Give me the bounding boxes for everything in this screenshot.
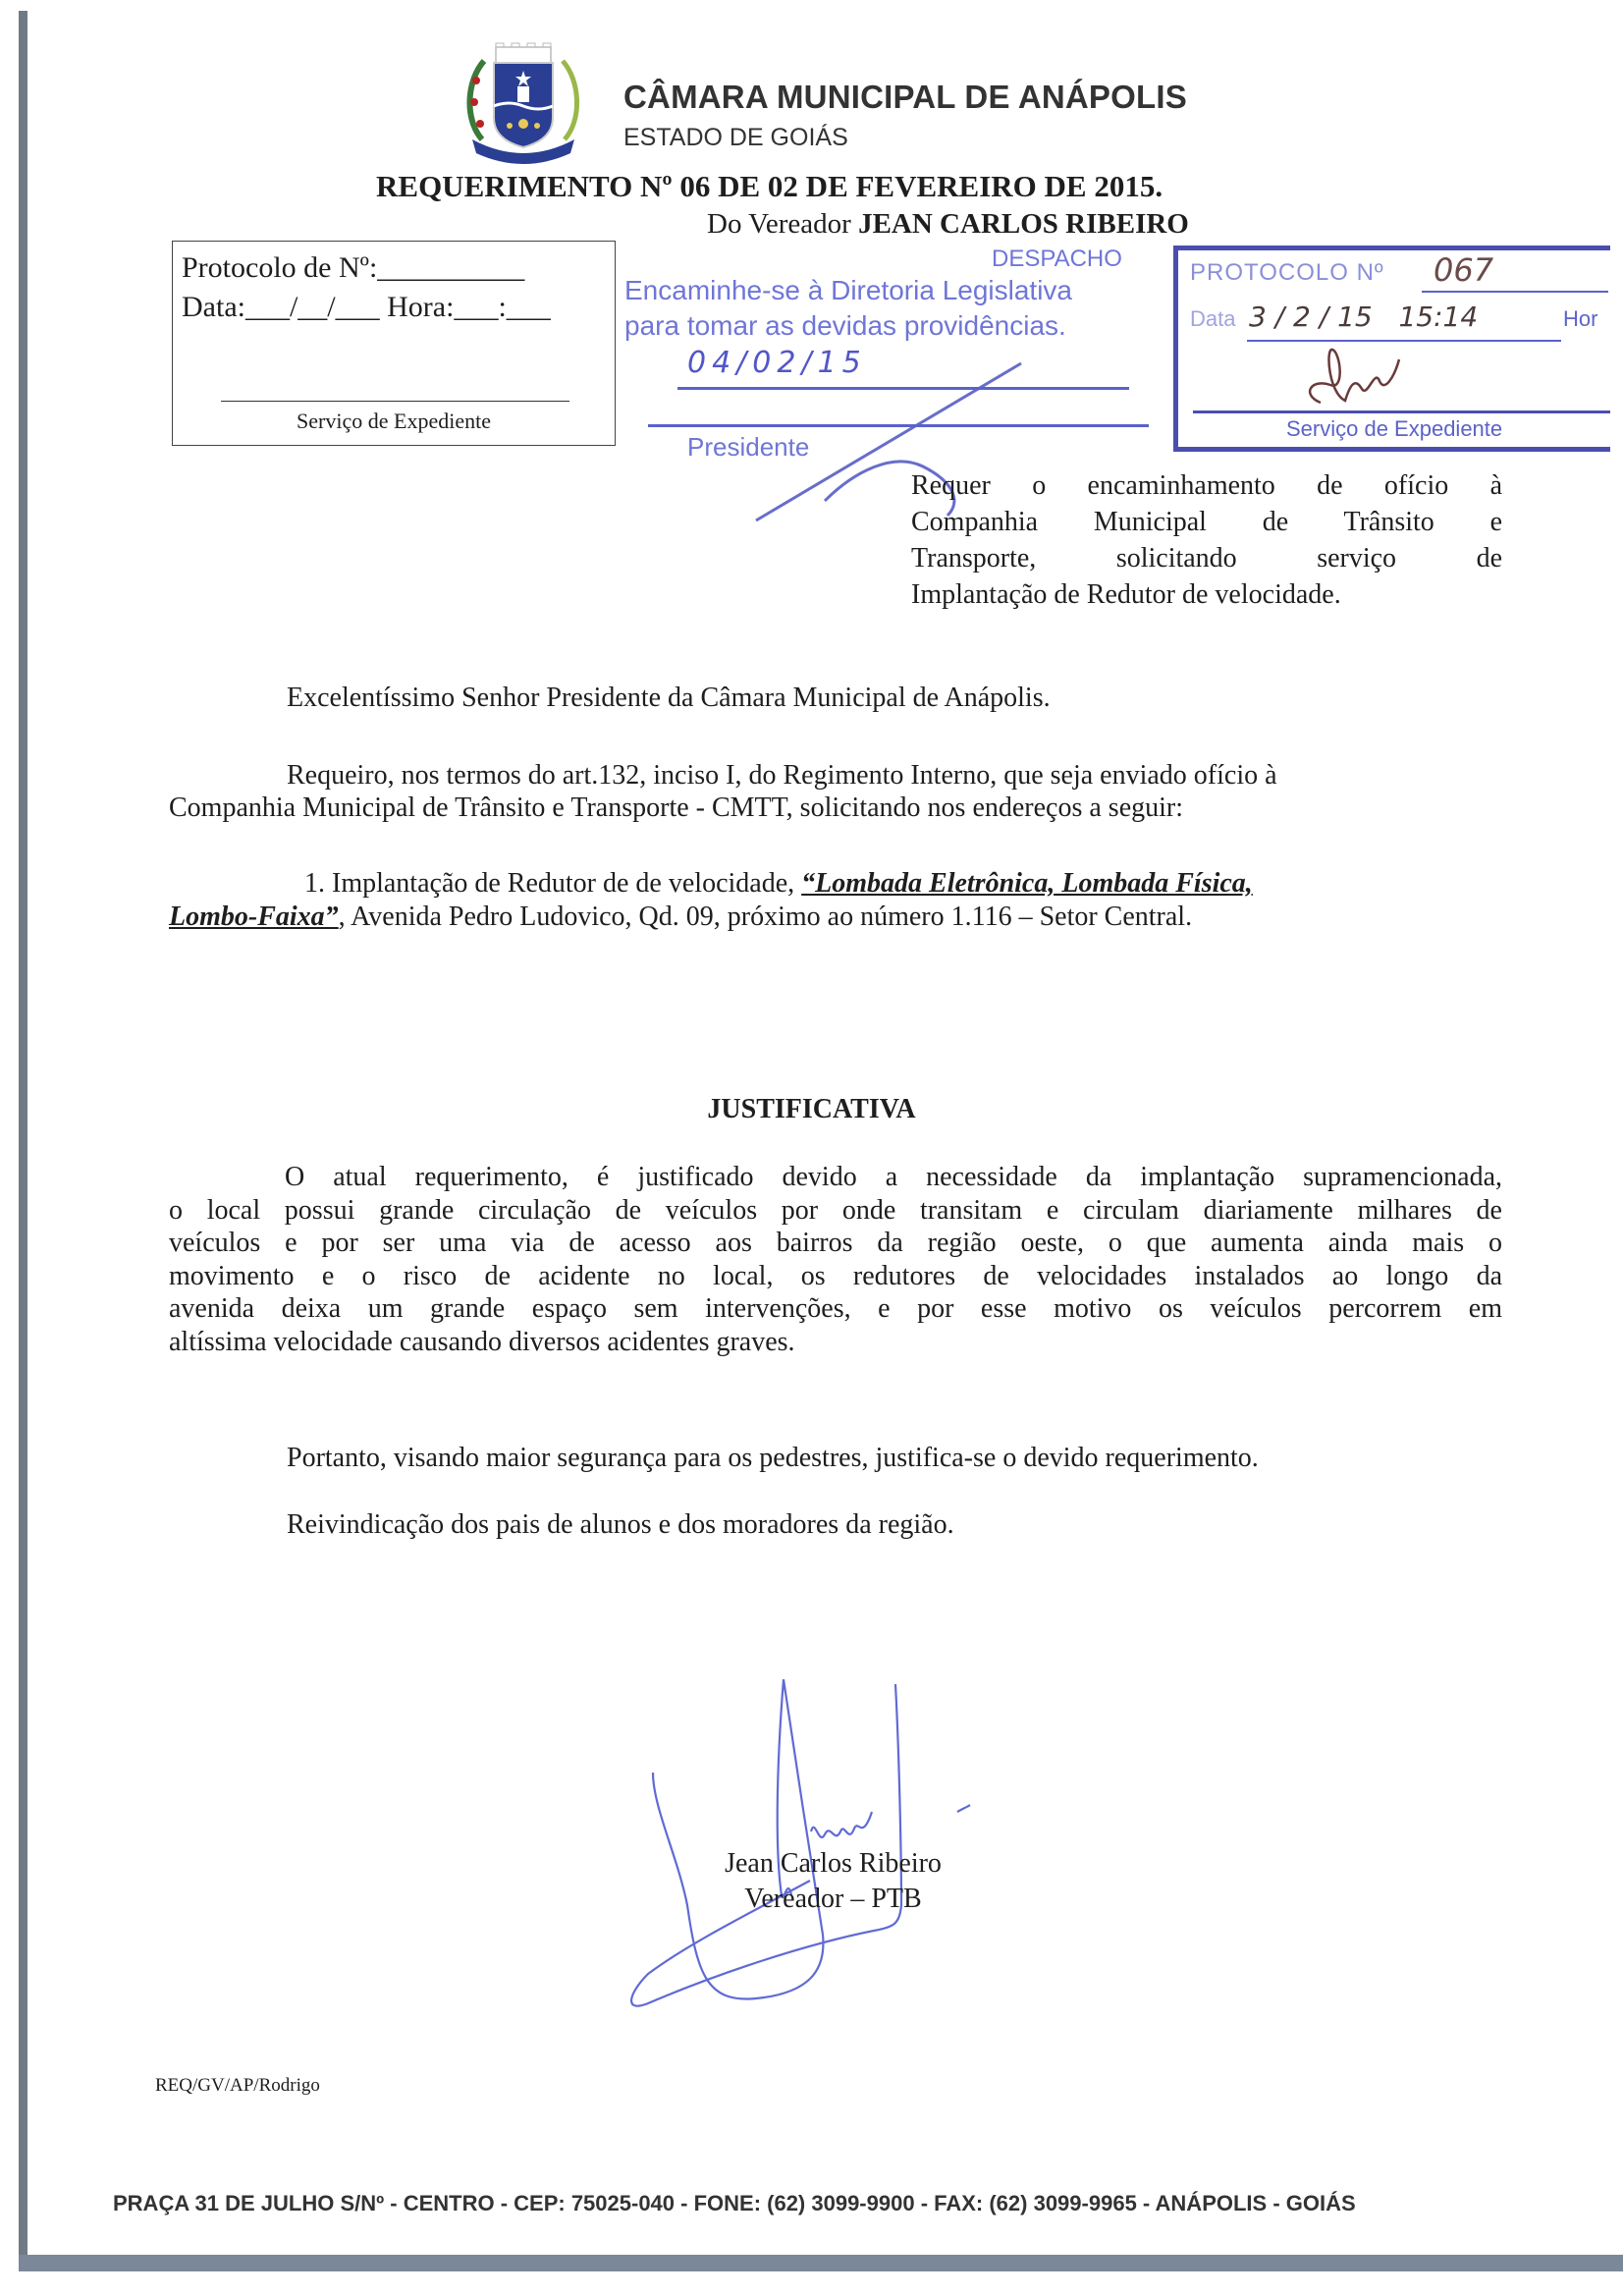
justification-line: avenida deixa um grande espaço sem intervenções, e por esse motivo os veículos percorrem em [169, 1293, 1502, 1324]
rice-branch-icon [563, 61, 577, 139]
request-item-line1 [304, 867, 1253, 900]
request-item-line2 [169, 901, 1192, 933]
despacho-date-line [677, 387, 1129, 390]
protocol-stamp-date-time [1249, 301, 1478, 333]
document-reference: REQ/GV/AP/Rodrigo [155, 2075, 320, 2096]
footer-address: PRAÇA 31 DE JULHO S/Nº - CENTRO - CEP: 75025-040 - FONE: (62) 3099-9900 - FAX: (62) 3099-9965 - ANÁPOLIS - GOIÁS [113, 2191, 1356, 2215]
coat-of-arms-logo [455, 41, 592, 179]
protocol-stamp-label: PROTOCOLO Nº [1190, 259, 1384, 286]
protocol-stamp-date: 3 / 2 / 15 [1249, 301, 1373, 333]
justification-note: Reivindicação dos pais de alunos e dos moradores da região. [287, 1509, 954, 1540]
justification-line: O atual requerimento, é justificado devido a necessidade da implantação supramencionada, [285, 1162, 1502, 1192]
protocol-stamp-date-label: Data [1190, 306, 1236, 331]
justification-line: veículos e por ser uma via de acesso aos bairros da região oeste, o que aumenta ainda mais o [169, 1228, 1502, 1258]
protocol-stamp-time: 15:14 [1398, 301, 1479, 333]
despacho-stamp-line2: para tomar as devidas providências. [624, 310, 1066, 341]
author-name: JEAN CARLOS RIBEIRO [858, 208, 1189, 240]
item-highlight: “Lombada Eletrônica, Lombada Física, [801, 868, 1253, 899]
protocol-stamp-footer: Serviço de Expediente [1286, 416, 1503, 441]
protocol-number-underline [1422, 291, 1608, 293]
request-paragraph-line1: Requeiro, nos termos do art.132, inciso I, do Regimento Interno, que seja enviado ofício à [287, 760, 1277, 791]
despacho-stamp-line1: Encaminhe-se à Diretoria Legislativa [624, 275, 1072, 305]
document-title: REQUERIMENTO Nº 06 DE 02 DE FEVEREIRO DE 2015. [376, 169, 1163, 203]
protocol-signature-line [221, 401, 569, 402]
summary-line: Requer o encaminhamento de ofício à [911, 470, 1502, 501]
item-prefix: 1. Implantação de Redutor de de velocidade, [304, 868, 802, 899]
protocol-stamp-time-label: Hor [1563, 306, 1598, 331]
despacho-handwritten-date: 04/02/15 [687, 346, 867, 380]
signatory-name [0, 1848, 1623, 1880]
protocol-stamp-signature-line [1193, 410, 1610, 413]
scan-edge-bottom [19, 2255, 1623, 2271]
signatory-name-text: Jean Carlos Ribeiro [725, 1848, 942, 1879]
protocol-box-footer: Serviço de Expediente [297, 409, 491, 433]
salutation: Excelentíssimo Senhor Presidente da Câmara Municipal de Anápolis. [287, 683, 1051, 713]
signatory-role [0, 1884, 1623, 1915]
justification-title: JUSTIFICATIVA [707, 1094, 916, 1124]
author-prefix: Do Vereador [707, 208, 851, 240]
despacho-signature-line [648, 424, 1149, 427]
protocol-date-time-field: Data:___/__/___ Hora:___:___ [182, 291, 551, 323]
despacho-signer: Presidente [687, 432, 810, 462]
justification-paragraph [169, 1161, 1502, 1358]
protocol-stamp-number: 067 [1434, 251, 1494, 289]
councilor-signature [609, 1660, 1021, 2023]
justification-line: altíssima velocidade causando diversos acidentes graves. [169, 1326, 795, 1357]
author-line [707, 208, 1189, 241]
institution-name: CÂMARA MUNICIPAL DE ANÁPOLIS [623, 79, 1187, 115]
state-name: ESTADO DE GOIÁS [623, 124, 848, 151]
item-address: , Avenida Pedro Ludovico, Qd. 09, próximo ao número 1.116 – Setor Central. [338, 902, 1193, 932]
justification-line: movimento e o risco de acidente no local, os redutores de velocidades instalados ao longo da [169, 1260, 1502, 1291]
despacho-stamp-title: DESPACHO [992, 246, 1122, 272]
summary-line: Transporte, solicitando serviço de [911, 543, 1502, 574]
request-paragraph-line2: Companhia Municipal de Trânsito e Transporte - CMTT, solicitando nos endereços a seguir: [169, 793, 1184, 823]
justification-conclusion: Portanto, visando maior segurança para os pedestres, justifica-se o devido requerimento. [287, 1443, 1259, 1473]
request-summary [911, 467, 1502, 613]
clerk-signature [1291, 344, 1429, 408]
summary-line: Implantação de Redutor de velocidade. [911, 579, 1341, 610]
signatory-role-text: Vereador – PTB [744, 1884, 922, 1914]
summary-line: Companhia Municipal de Trânsito e [911, 507, 1502, 537]
protocol-number-field: Protocolo de Nº:__________ [182, 251, 525, 284]
item-highlight: Lombo-Faixa” [169, 902, 339, 932]
crown-icon [496, 43, 551, 63]
protocol-date-underline [1247, 340, 1561, 342]
scan-edge-left [19, 11, 27, 2269]
justification-line: o local possui grande circulação de veículos por onde transitam e circulam diariamente milhares de [169, 1194, 1502, 1226]
